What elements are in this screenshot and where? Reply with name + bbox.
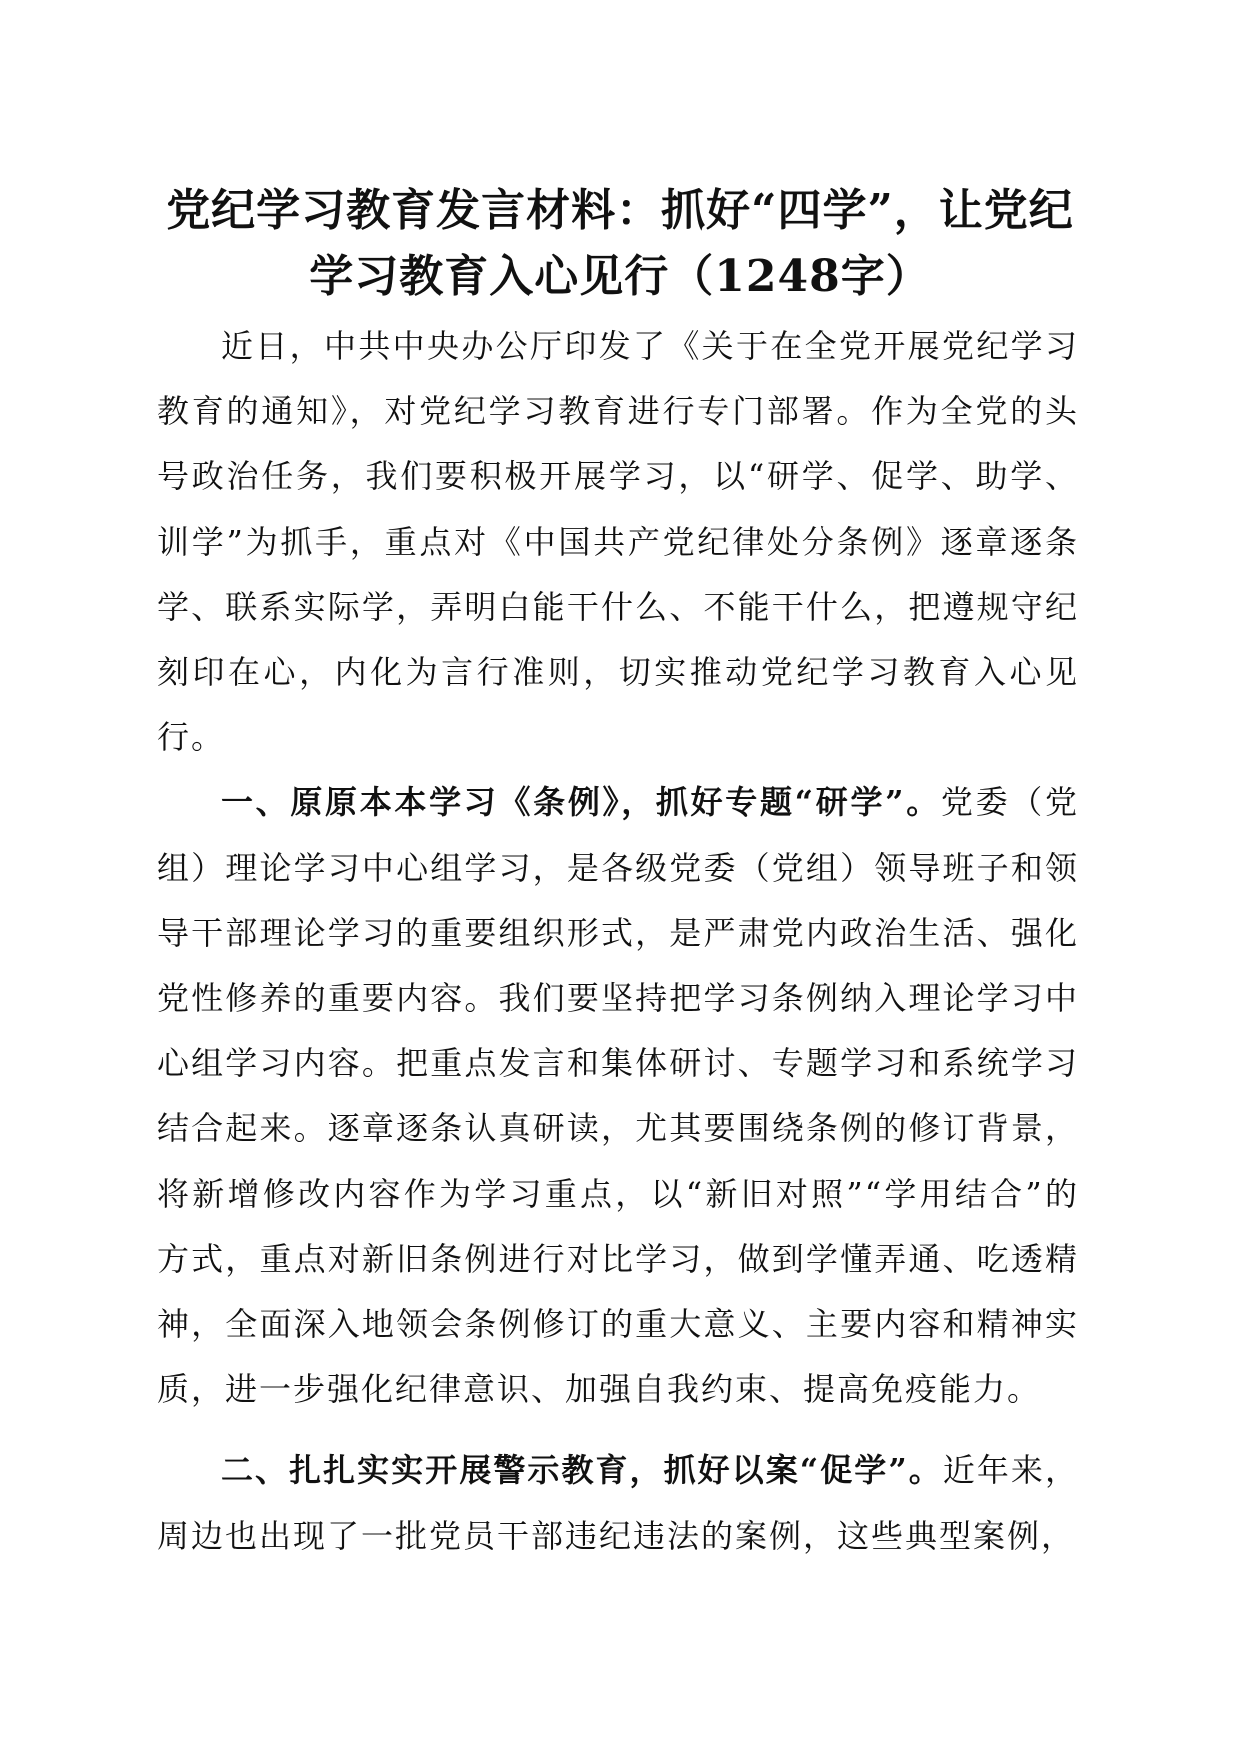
section-heading-2: 二、扎扎实实开展警示教育，抓好以案“促学”。 <box>221 1451 943 1490</box>
paragraph-intro <box>157 314 1079 770</box>
paragraph-text: 近日，中共中央办公厅印发了《关于在全党开展党纪学习教育的通知》，对党纪学习教育进行专门部署。作为全党的头号政治任务，我们要积极开展学习，以“研学、促学、助学、训学”为抓手，重点对《中国共产党纪律处分条例》逐章逐条学、联系实际学，弄明白能干什么、不能干什么，把遵规守纪刻印在心，内化为言行准则，切实推动党纪学习教育入心见行。 <box>157 327 1079 757</box>
paragraph-text: 近年来，周边也出现了一批党员干部违纪违法的案例，这些典型案例， <box>157 1451 1079 1555</box>
paragraph-section-2 <box>157 1438 1079 1568</box>
paragraph-section-1 <box>157 770 1079 1422</box>
document-body <box>157 314 1079 1569</box>
document-title: 党纪学习教育发言材料：抓好“四学”，让党纪学习教育入心见行（1248字） <box>166 185 1074 302</box>
paragraph-text: 党委（党组）理论学习中心组学习，是各级党委（党组）领导班子和领导干部理论学习的重要组织形式，是严肃党内政治生活、强化党性修养的重要内容。我们要坚持把学习条例纳入理论学习中心组学习内容。把重点发言和集体研讨、专题学习和系统学习结合起来。逐章逐条认真研读，尤其要围绕条例的修订背景，将新增修改内容作为学习重点，以“新旧对照”“学用结合”的方式，重点对新旧条例进行对比学习，做到学懂弄通、吃透精神，全面深入地领会条例修订的重大意义、主要内容和精神实质，进一步强化纪律意识、加强自我约束、提高免疫能力。 <box>157 783 1079 1409</box>
section-heading-1: 一、原原本本学习《条例》，抓好专题“研学”。 <box>221 783 941 822</box>
